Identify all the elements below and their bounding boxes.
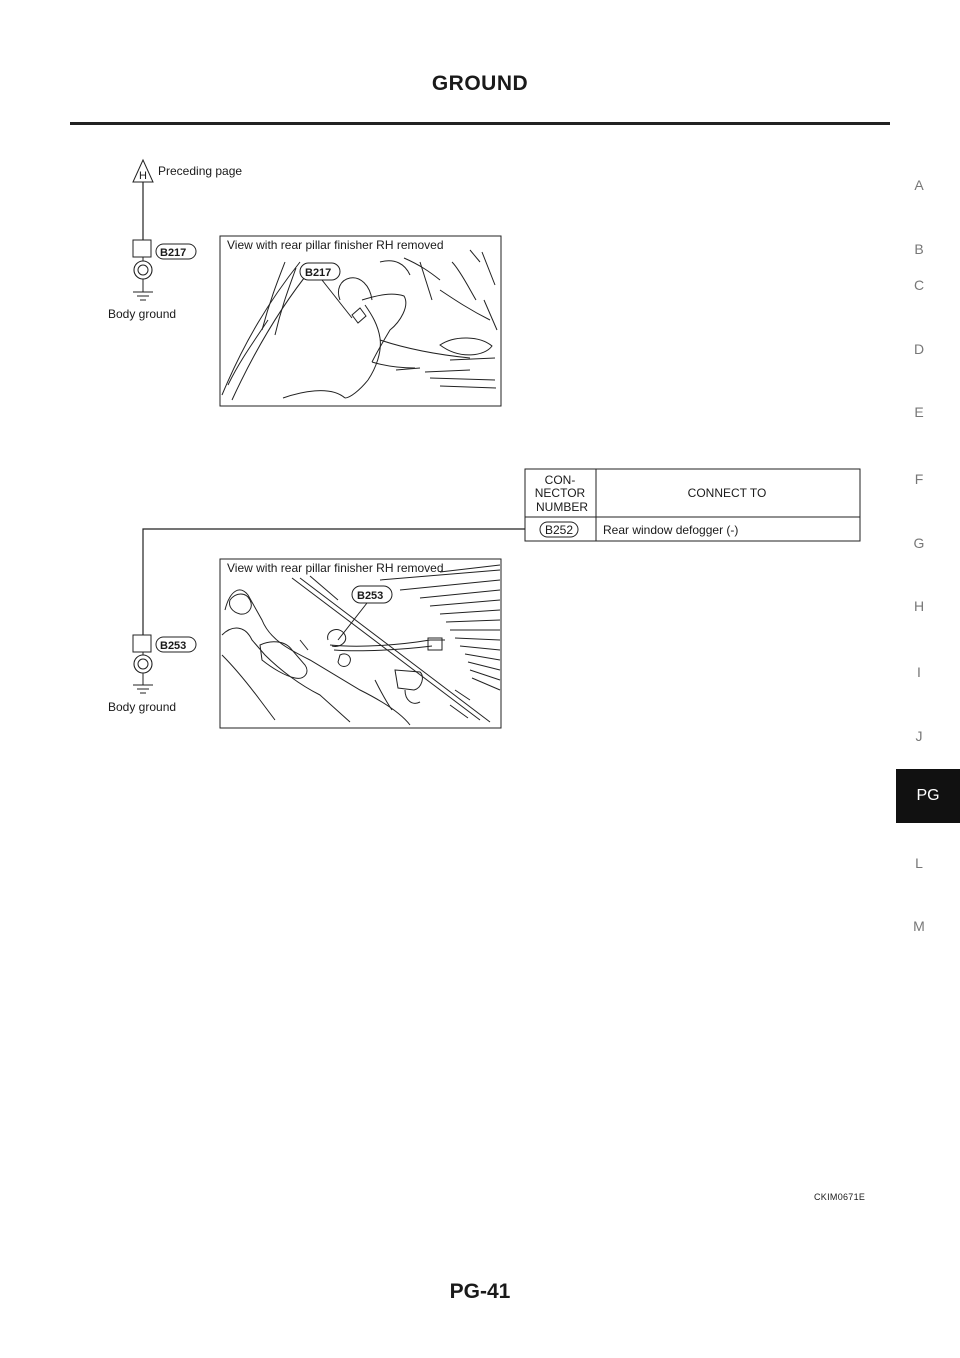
side-index-letter-f[interactable]: F (914, 471, 924, 487)
table-header-number-line-1: CON- (544, 473, 576, 487)
ground-symbol-icon-b253 (133, 685, 153, 693)
side-index-letter-c[interactable]: C (913, 277, 925, 293)
ground-symbol-icon-b217 (133, 292, 153, 300)
table-header-number-line-3: NUMBER (535, 500, 589, 514)
continuation-symbol: H (139, 170, 147, 182)
callout-label-b253: B253 (357, 590, 384, 602)
ground-eyelet-icon-b253 (134, 655, 152, 673)
side-index-letter-b[interactable]: B (914, 241, 924, 257)
table-header-connect-to: CONNECT TO (687, 486, 767, 500)
view-caption-b253: View with rear pillar finisher RH removed (227, 561, 444, 575)
side-index-letter-l[interactable]: L (915, 855, 923, 871)
table-header-number-line-2: NECTOR (534, 486, 586, 500)
side-index-letter-g[interactable]: G (913, 535, 925, 551)
side-index-letter-j[interactable]: J (915, 728, 923, 744)
callout-label-b217: B217 (305, 267, 332, 279)
connector-label-b253: B253 (160, 640, 187, 652)
connector-label-b217: B217 (160, 247, 187, 259)
page-title: GROUND (431, 72, 529, 95)
side-index-letter-m[interactable]: M (913, 918, 925, 934)
side-index-letter-a[interactable]: A (914, 177, 924, 193)
side-index-letter-h[interactable]: H (913, 598, 925, 614)
connector-table (525, 469, 860, 541)
terminal-square-b253 (133, 635, 151, 652)
page-number: PG-41 (449, 1280, 511, 1303)
body-ground-label-2: Body ground (108, 700, 177, 714)
view-caption-b217: View with rear pillar finisher RH removed (227, 238, 444, 252)
side-index-letter-e[interactable]: E (914, 404, 924, 420)
table-row-connect-to: Rear window defogger (-) (603, 523, 739, 537)
view-illustration-b217 (220, 236, 501, 406)
side-index-letter-d[interactable]: D (913, 341, 925, 357)
table-row-connector: B252 (544, 523, 574, 537)
continuation-label: Preceding page (158, 164, 243, 178)
body-ground-label-1: Body ground (108, 307, 177, 321)
view-illustration-b253 (220, 559, 501, 728)
side-index-letter-i[interactable]: I (917, 664, 921, 680)
side-index-tab-pg[interactable]: PG (896, 769, 960, 823)
ground-eyelet-icon-b217 (134, 261, 152, 279)
terminal-square-b217 (133, 240, 151, 257)
figure-code: CKIM0671E (814, 1192, 866, 1202)
